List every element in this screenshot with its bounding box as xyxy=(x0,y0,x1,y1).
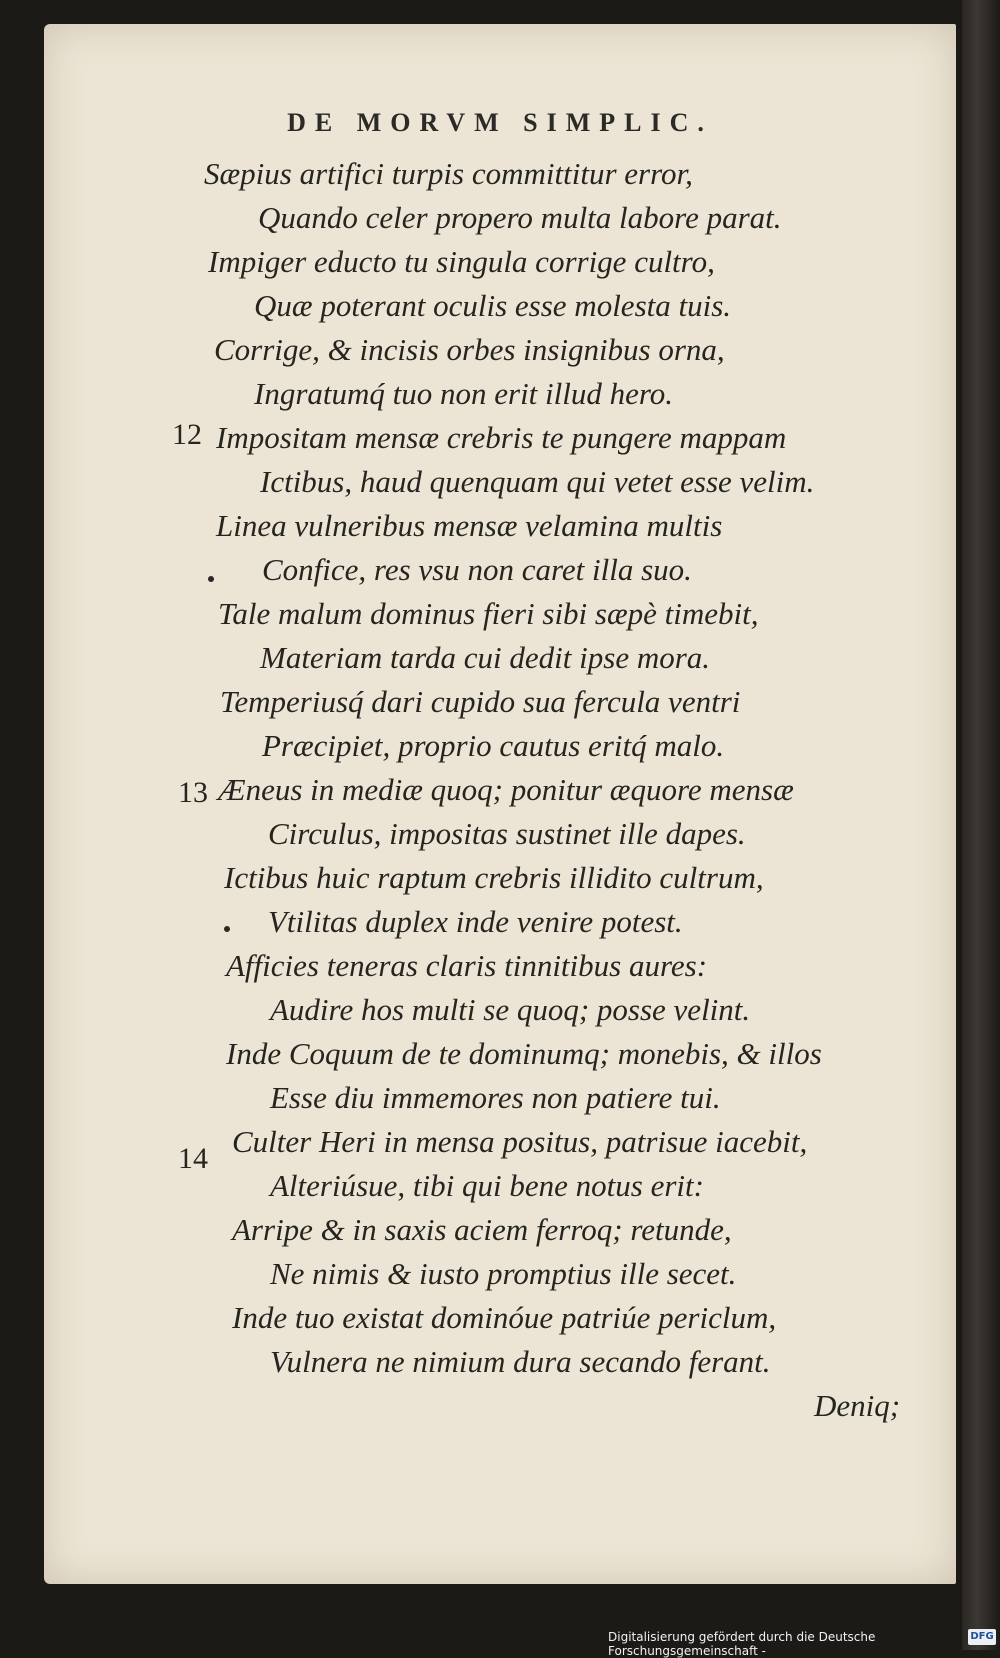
book-page xyxy=(44,24,956,1584)
verse-line: Sæpius artifici turpis committitur error, xyxy=(204,156,693,191)
verse-line: Æneus in mediæ quoq; ponitur æquore mensæ xyxy=(218,772,794,807)
verse-line: Ictibus huic raptum crebris illidito cultrum, xyxy=(224,860,764,895)
verse-line: Alteriúsue, tibi qui bene notus erit: xyxy=(270,1168,704,1203)
verse-line: Confice, res vsu non caret illa suo. xyxy=(262,552,692,587)
verse-line: Quæ poterant oculis esse molesta tuis. xyxy=(254,288,732,323)
catchword: Deniq; xyxy=(814,1388,901,1423)
verse-line: Linea vulneribus mensæ velamina multis xyxy=(216,508,723,543)
digitization-credit: Digitalisierung gefördert durch die Deutsche Forschungsgemeinschaft - xyxy=(608,1630,876,1658)
verse-line: Esse diu immemores non patiere tui. xyxy=(270,1080,721,1115)
section-number: 13 xyxy=(178,776,208,809)
verse-line: Afficies teneras claris tinnitibus aures: xyxy=(226,948,708,983)
verse-line: Ne nimis & iusto promptius ille secet. xyxy=(270,1256,737,1291)
verse-line: Arripe & in saxis aciem ferroq; retunde, xyxy=(232,1212,732,1247)
verse-line: Corrige, & incisis orbes insignibus orna, xyxy=(214,332,725,367)
verse-line: Ictibus, haud quenquam qui vetet esse velim. xyxy=(260,464,815,499)
section-number: 14 xyxy=(178,1142,208,1175)
verse-line: Audire hos multi se quoq; posse velint. xyxy=(270,992,751,1027)
verse-line: Inde tuo existat dominóue patriúe periclum, xyxy=(232,1300,777,1335)
verse-line: Circulus, impositas sustinet ille dapes. xyxy=(268,816,746,851)
dfg-logo: DFG xyxy=(968,1629,996,1645)
verse-line: Vtilitas duplex inde venire potest. xyxy=(268,904,683,939)
verse-line: Culter Heri in mensa positus, patrisue iacebit, xyxy=(232,1124,808,1159)
running-title: DE MORVM SIMPLIC. xyxy=(287,108,713,137)
book-spine xyxy=(962,0,1000,1650)
verse-line: Temperiusq́ dari cupido sua fercula ventri xyxy=(220,684,741,719)
verse-line: Vulnera ne nimium dura secando ferant. xyxy=(270,1344,771,1379)
margin-dot xyxy=(224,926,230,932)
verse-line: Materiam tarda cui dedit ipse mora. xyxy=(260,640,711,675)
section-number: 12 xyxy=(172,418,202,451)
verse-line: Præcipiet, proprio cautus eritq́ malo. xyxy=(262,728,725,763)
verse-line: Ingratumq́ tuo non erit illud hero. xyxy=(254,376,674,411)
verse-line: Impiger educto tu singula corrige cultro, xyxy=(208,244,715,279)
verse-line: Inde Coquum de te dominumq; monebis, & illos xyxy=(226,1036,822,1071)
verse-line: Tale malum dominus fieri sibi sæpè timebit, xyxy=(218,596,759,631)
verse-line: Quando celer propero multa labore parat. xyxy=(258,200,782,235)
margin-dot xyxy=(208,576,214,582)
verse-line: Impositam mensæ crebris te pungere mappam xyxy=(216,420,787,455)
